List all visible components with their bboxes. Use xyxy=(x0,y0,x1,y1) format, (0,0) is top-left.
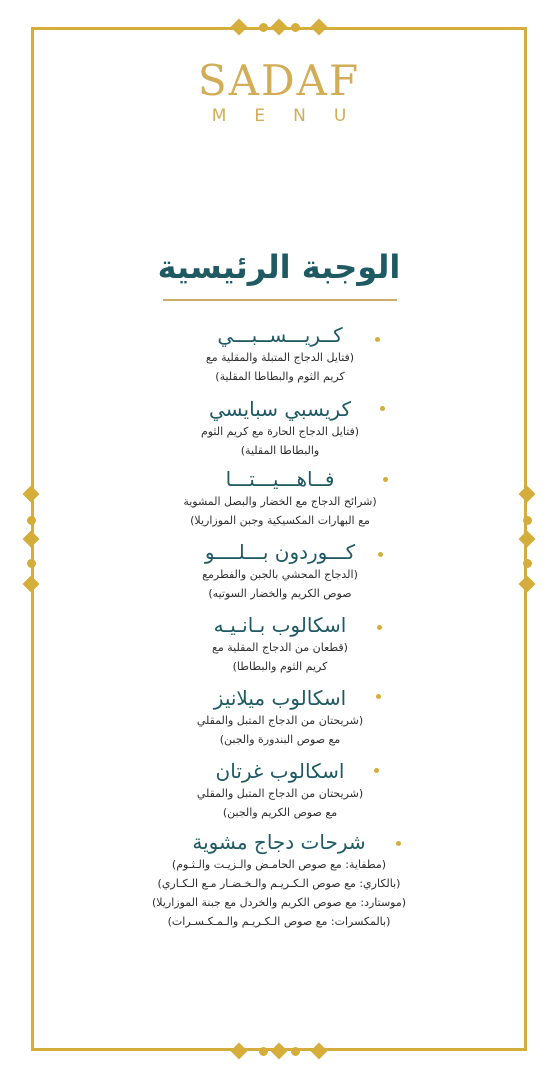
menu-item xyxy=(130,685,430,749)
menu-item-desc: (شرائح الدجاج مع الخضار والبصل المشوية xyxy=(183,495,377,508)
menu-item-desc: (قطعان من الدجاج المقلية مع xyxy=(212,641,348,654)
menu-item-desc: مع صوص البندورة والجبن) xyxy=(219,733,341,746)
menu-item xyxy=(129,829,429,931)
ornament-dot xyxy=(27,559,36,568)
menu-item-desc: مع صوص الكريم والجبن) xyxy=(222,806,338,819)
ornament-dot xyxy=(291,1047,300,1056)
menu-item xyxy=(130,612,430,676)
menu-item xyxy=(130,758,430,822)
menu-item-desc: (فتايل الدجاج الحارة مع كريم الثوم xyxy=(200,425,360,438)
menu-bullet xyxy=(396,841,401,846)
menu-item-name: كريسبي سبايسي xyxy=(209,397,351,421)
menu-item-desc: والبطاطا المقلية) xyxy=(240,444,320,457)
menu-bullet xyxy=(375,337,380,342)
menu-item-desc: كريم الثوم والبطاطا المقلية) xyxy=(215,370,345,383)
menu-item xyxy=(130,539,430,603)
menu-item-desc: (مطفاية: مع صوص الحامـض والـزيـت والـثـوم) xyxy=(171,858,387,871)
ornament-dot xyxy=(27,516,36,525)
menu-item xyxy=(130,396,430,460)
menu-item-name: اسكالوب غرتان xyxy=(215,759,345,783)
menu-bullet xyxy=(378,552,383,557)
ornament-dot xyxy=(259,23,268,32)
menu-item-desc: (بالمكسرات: مع صوص الـكـريـم والـمـكـسـرات) xyxy=(167,915,391,928)
ornament-dot xyxy=(259,1047,268,1056)
menu-item xyxy=(130,322,430,386)
ornament-dot xyxy=(291,23,300,32)
menu-item-desc: كريم الثوم والبطاطا) xyxy=(232,660,328,673)
logo-subtitle: MENU xyxy=(211,106,375,126)
title-divider xyxy=(163,299,397,301)
menu-item-desc: (بالكاري: مع صوص الـكـريـم والـخـضـار مـع الـكـاري) xyxy=(157,877,401,890)
menu-item xyxy=(130,466,430,530)
menu-item-desc: (شريحتان من الدجاج المتبل والمقلي xyxy=(196,714,364,727)
section-title: الوجبة الرئيسية xyxy=(157,248,401,286)
ornament-dot xyxy=(523,516,532,525)
menu-item-desc: مع البهارات المكسيكية وجبن الموزاريلا) xyxy=(190,514,370,527)
menu-bullet xyxy=(376,694,381,699)
menu-item-desc: (شريحتان من الدجاج المتبل والمقلي xyxy=(196,787,364,800)
menu-item-name: اسكالوب ميلانيز xyxy=(213,686,347,710)
menu-item-name: شرحات دجاج مشوية xyxy=(192,830,366,854)
menu-item-desc: (فتايل الدجاج المتبلة والمقلية مع xyxy=(205,351,355,364)
logo-wordmark: SADAF xyxy=(197,56,361,105)
menu-bullet xyxy=(374,768,379,773)
menu-bullet xyxy=(380,406,385,411)
ornament-dot xyxy=(523,559,532,568)
menu-bullet xyxy=(377,625,382,630)
menu-bullet xyxy=(383,477,388,482)
menu-item-desc: (الدجاج المحشي بالجبن والفطرمع xyxy=(202,568,358,581)
menu-item-name: فــاهـــيـــتـــا xyxy=(225,467,335,491)
menu-item-desc: (موستارد: مع صوص الكريم والخردل مع جبنة الموزاريلا) xyxy=(151,896,407,909)
menu-item-desc: صوص الكريم والخضار السوتيه) xyxy=(208,587,352,600)
menu-item-name: كـــوردون بـــلــــو xyxy=(204,540,356,564)
menu-item-name: اسكالوب بـانـيـه xyxy=(213,613,347,637)
menu-item-name: كــريـــســبـــي xyxy=(217,323,343,347)
